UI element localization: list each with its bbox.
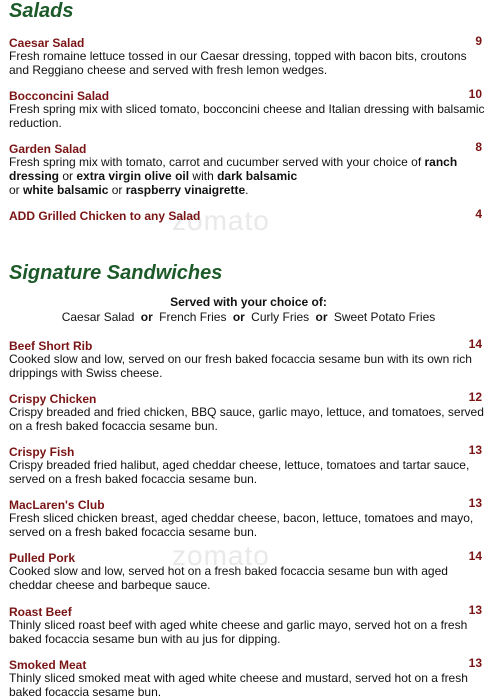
item-description: Cooked slow and low, served hot on a fresh baked focaccia sesame bun with aged cheddar cheese and barbeque sauce. — [9, 564, 448, 592]
item-price: 13 — [468, 496, 482, 510]
item-description: Fresh spring mix with tomato, carrot and cucumber served with your choice of ranch dressing or extra virgin olive oil with dark balsamic or white balsamic or raspberry vinaigrette. — [9, 155, 458, 197]
item-name: ADD Grilled Chicken to any Salad — [9, 209, 201, 223]
menu-item — [9, 140, 487, 197]
side-choice — [0, 295, 497, 325]
item-name: Caesar Salad — [9, 36, 85, 50]
item-price: 13 — [468, 603, 482, 617]
item-name: Pulled Pork — [9, 551, 76, 565]
item-description: Fresh spring mix with sliced tomato, bocconcini cheese and Italian dressing with balsamic reduction. — [9, 102, 485, 130]
watermark: zomato — [172, 540, 270, 571]
menu-item — [9, 549, 487, 592]
item-name: Crispy Chicken — [9, 392, 97, 406]
menu-item — [9, 337, 487, 380]
item-name: Roast Beef — [9, 605, 72, 619]
item-price: 12 — [468, 390, 482, 404]
item-price: 4 — [475, 207, 482, 221]
item-name: Crispy Fish — [9, 445, 75, 459]
menu-item — [9, 87, 487, 130]
item-description: Thinly sliced roast beef with aged white cheese and garlic mayo, served hot on a fresh baked focaccia sesame bun with au jus for dipping. — [9, 618, 468, 646]
menu-item — [9, 496, 487, 539]
item-price: 13 — [468, 656, 482, 670]
item-name: Smoked Meat — [9, 658, 87, 672]
item-description: Fresh sliced chicken breast, aged cheddar cheese, bacon, lettuce, tomatoes and mayo, served on a fresh baked focaccia sesame bun. — [9, 511, 474, 539]
sandwiches-title: Signature Sandwiches — [9, 262, 223, 284]
item-price: 10 — [468, 87, 482, 101]
item-name: Beef Short Rib — [9, 339, 93, 353]
item-price: 13 — [468, 443, 482, 457]
item-description: Cooked slow and low, served on our fresh baked focaccia sesame bun with its own rich drippings with Swiss cheese. — [9, 352, 472, 380]
item-description: Thinly sliced smoked meat with aged white cheese and mustard, served hot on a fresh baked focaccia sesame bun. — [9, 671, 468, 699]
menu-item — [9, 656, 487, 699]
menu-item-addon — [9, 207, 487, 222]
side-choice-header: Served with your choice of: — [170, 295, 327, 309]
item-name: Garden Salad — [9, 142, 87, 156]
menu-item — [9, 390, 487, 433]
item-description: Crispy breaded fried halibut, aged cheddar cheese, lettuce, tomatoes and tartar sauce, served on a fresh baked focaccia sesame bun. — [9, 458, 470, 486]
item-name: MacLaren's Club — [9, 498, 105, 512]
menu-item — [9, 34, 487, 77]
item-description: Fresh romaine lettuce tossed in our Caesar dressing, topped with bacon bits, croutons and Reggiano cheese and served with fresh lemon wedges. — [9, 49, 467, 77]
watermark: zomato — [172, 205, 270, 236]
salads-title: Salads — [9, 0, 74, 22]
item-price: 8 — [475, 140, 482, 154]
item-name: Bocconcini Salad — [9, 89, 110, 103]
item-description: Crispy breaded and fried chicken, BBQ sauce, garlic mayo, lettuce, and tomatoes, served on a fresh baked focaccia sesame bun. — [9, 405, 484, 433]
item-price: 14 — [468, 549, 482, 563]
menu-item — [9, 603, 487, 646]
menu-item — [9, 443, 487, 486]
item-price: 9 — [475, 34, 482, 48]
side-choice-options: Caesar Salad or French Fries or Curly Fries or Sweet Potato Fries — [61, 310, 436, 324]
item-price: 14 — [468, 337, 482, 351]
